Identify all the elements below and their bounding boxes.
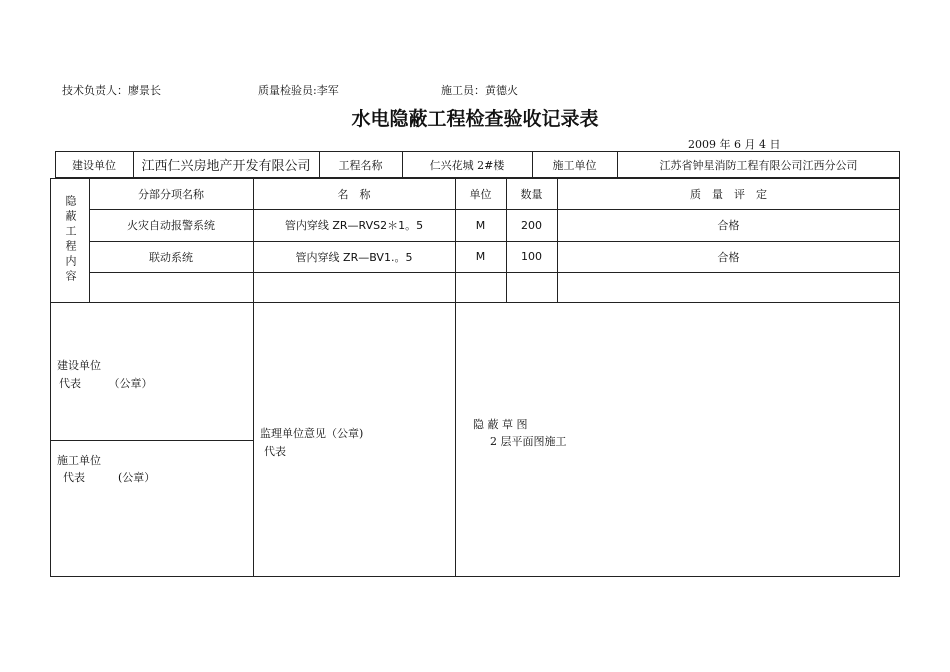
table-row-3-unit — [455, 272, 506, 302]
table-row-3-name — [253, 272, 455, 302]
quality-inspector: 质量检验员:李军 — [258, 84, 339, 97]
builder-rep-stamp: 代表 (公章） — [63, 471, 156, 484]
page-title: 水电隐蔽工程检查验收记录表 — [351, 108, 599, 130]
table-row-1-unit: M — [475, 218, 486, 232]
col-header-quantity: 数量 — [520, 187, 543, 201]
owner-value: 江西仁兴房地产开发有限公司 — [141, 159, 311, 174]
supervisor-rep-label: 代表 — [264, 445, 286, 458]
table-row-2-name: 管内穿线 ZR—BV1.。5 — [295, 250, 413, 264]
table-row-2-unit: M — [475, 250, 486, 263]
project-label: 工程名称 — [338, 158, 383, 172]
tech-lead: 技术负责人：廖景长 — [62, 84, 161, 97]
col-header-unit: 单位 — [469, 187, 492, 201]
table-row-1-quantity: 200 — [521, 218, 542, 232]
concealed-works-label: 隐蔽工程内容 — [64, 195, 77, 285]
project-value: 仁兴花城 2#楼 — [429, 158, 505, 172]
contractor-label: 施工单位 — [552, 158, 597, 172]
builder-rep-label: 施工单位 — [57, 454, 101, 467]
table-row-1-name: 管内穿线 ZR—RVS2＊1。5 — [284, 219, 424, 232]
sketch-title: 隐 蔽 草 图 — [473, 418, 528, 431]
col-header-quality: 质 量 评 定 — [690, 187, 767, 201]
table-row-2-quality: 合格 — [717, 250, 740, 264]
owner-label: 建设单位 — [72, 158, 116, 172]
table-row-3-quality — [557, 272, 900, 302]
record-date: 2009 年 6 月 4 日 — [688, 138, 781, 151]
col-header-name: 名 称 — [337, 187, 371, 201]
table-row-3-quantity — [506, 272, 557, 302]
builder: 施工员：黄德火 — [441, 84, 518, 97]
owner-rep-stamp: 代表 （公章） — [59, 377, 153, 390]
table-row-1-item: 火灾自动报警系统 — [127, 219, 215, 232]
table-row-3-item — [89, 272, 253, 302]
col-header-item: 分部分项名称 — [138, 187, 204, 201]
table-row-2-item: 联动系统 — [149, 250, 193, 264]
sketch-note: 2 层平面图施工 — [490, 435, 567, 448]
table-row-1-quality: 合格 — [717, 219, 740, 232]
owner-rep-label: 建设单位 — [57, 359, 101, 372]
contractor-value: 江苏省钟星消防工程有限公司江西分公司 — [659, 158, 858, 172]
supervisor-opinion-label: 监理单位意见（公章) — [260, 427, 364, 440]
table-row-2-quantity: 100 — [521, 250, 542, 263]
